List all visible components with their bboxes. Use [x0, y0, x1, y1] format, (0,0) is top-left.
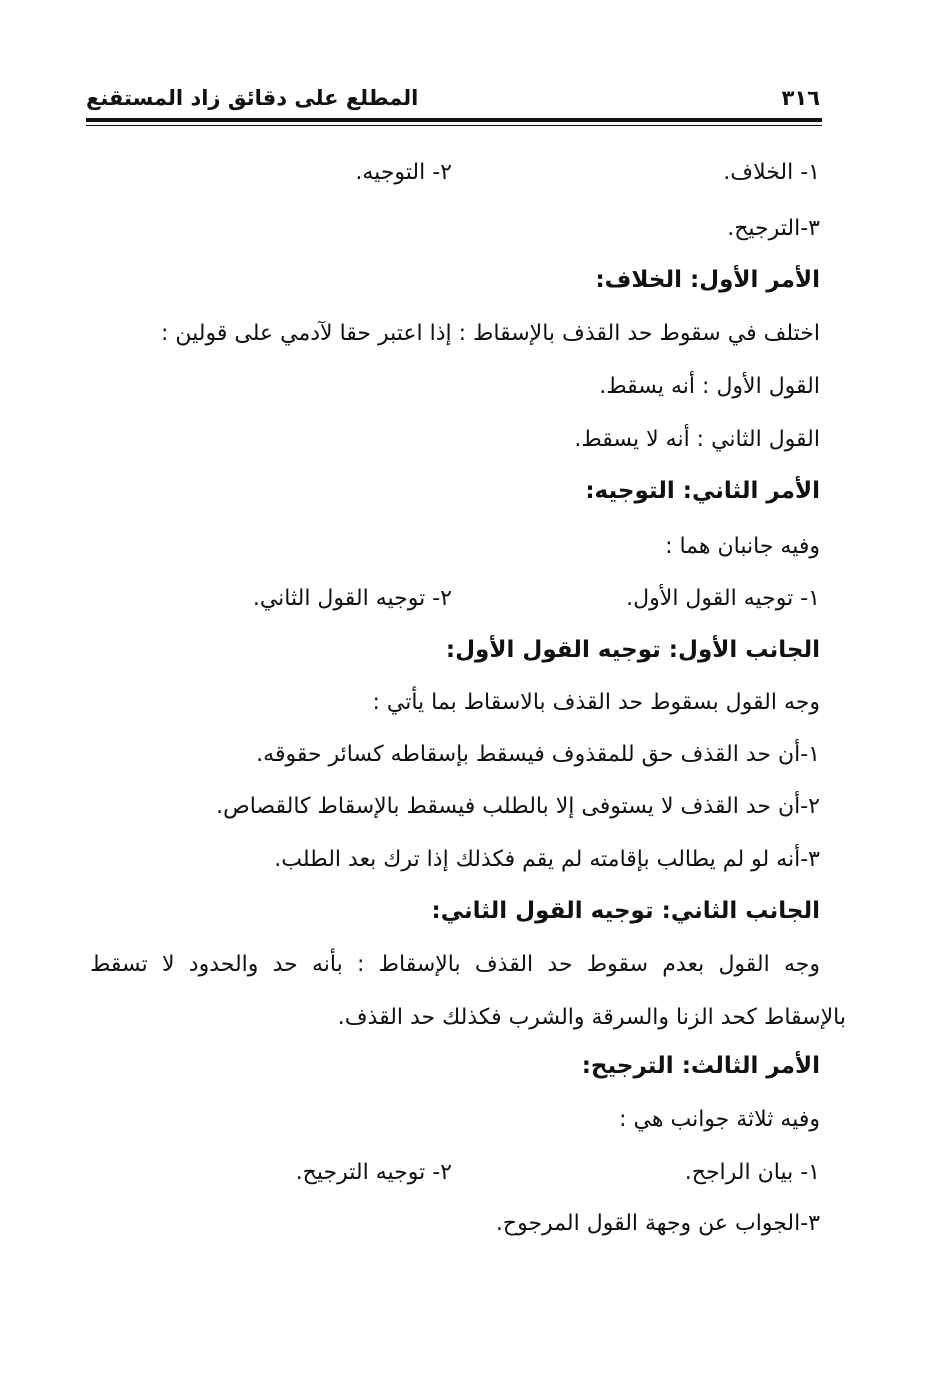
paragraph-line: وجه القول بعدم سقوط حد القذف بالإسقاط : بأنه حد والحدود لا تسقط	[90, 952, 820, 977]
paragraph-line: وجه القول بسقوط حد القذف بالاسقاط بما يأتي :	[372, 690, 820, 715]
section-heading-first: الأمر الأول: الخلاف:	[595, 267, 820, 293]
paragraph-line: بالإسقاط كحد الزنا والسرقة والشرب فكذلك حد القذف.	[337, 1005, 846, 1030]
list-item-1: ١- بيان الراجح.	[684, 1160, 820, 1185]
paragraph-line: القول الثاني : أنه لا يسقط.	[574, 427, 820, 452]
list-item-2: ٢-أن حد القذف لا يستوفى إلا بالطلب فيسقط بالإسقاط كالقصاص.	[216, 794, 820, 819]
header-rule-thin	[86, 125, 822, 126]
list-item-1: ١- الخلاف.	[723, 160, 820, 185]
list-item-3: ٣-الترجيح.	[727, 216, 820, 241]
list-item-1: ١-أن حد القذف حق للمقذوف فيسقط بإسقاطه كسائر حقوقه.	[256, 742, 820, 767]
paragraph-line: القول الأول : أنه يسقط.	[599, 374, 820, 399]
list-item-1: ١- توجيه القول الأول.	[626, 586, 820, 611]
subsection-heading-second: الجانب الثاني: توجيه القول الثاني:	[431, 898, 820, 924]
paragraph-line: اختلف في سقوط حد القذف بالإسقاط : إذا اعتبر حقا لآدمي على قولين :	[161, 321, 820, 346]
subsection-heading-first: الجانب الأول: توجيه القول الأول:	[445, 637, 820, 663]
list-item-3: ٣-أنه لو لم يطالب بإقامته لم يقم فكذلك إذا ترك بعد الطلب.	[274, 847, 820, 872]
page-header	[86, 82, 820, 122]
list-item-2: ٢- توجيه الترجيح.	[295, 1160, 452, 1185]
paragraph-line: وفيه ثلاثة جوانب هي :	[619, 1107, 820, 1132]
paragraph-line: وفيه جانبان هما :	[665, 534, 820, 559]
header-rule-thick	[86, 118, 822, 122]
page-number: ٣١٦	[781, 86, 820, 110]
section-heading-second: الأمر الثاني: التوجيه:	[585, 478, 820, 504]
list-item-2: ٢- توجيه القول الثاني.	[252, 586, 452, 611]
list-item-2: ٢- التوجيه.	[355, 160, 452, 185]
running-title: المطلع على دقائق زاد المستقنع	[86, 86, 419, 110]
section-heading-third: الأمر الثالث: الترجيح:	[581, 1053, 820, 1079]
list-item-3: ٣-الجواب عن وجهة القول المرجوح.	[495, 1211, 820, 1236]
